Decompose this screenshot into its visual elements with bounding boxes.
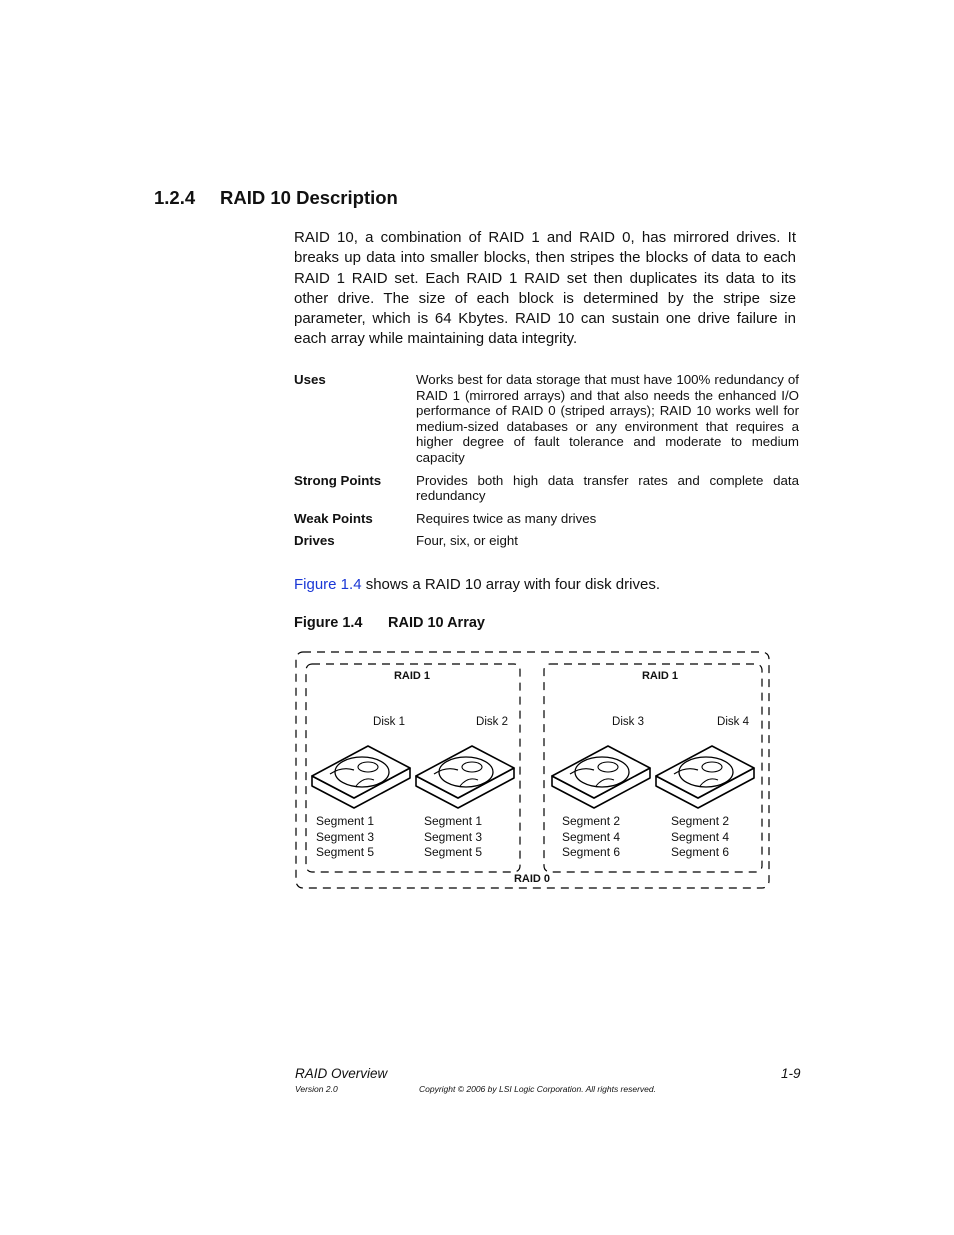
hard-disk-icon: [416, 746, 514, 808]
footer-page-number: 1-9: [781, 1066, 801, 1081]
figure-caption: [294, 615, 485, 631]
figure-link[interactable]: Figure 1.4: [294, 576, 362, 593]
definition-text: Requires twice as many drives: [416, 510, 597, 526]
raid0-label: RAID 0: [513, 873, 551, 885]
hard-disk-icon: [312, 746, 410, 808]
definition-list: [294, 372, 799, 556]
footer-version: Version 2.0: [295, 1084, 338, 1094]
figure-number: Figure 1.4: [294, 615, 363, 631]
segment-label: Segment 1: [424, 814, 483, 828]
segment-label: Segment 3: [316, 830, 375, 844]
figure-reference-sentence: [294, 576, 660, 593]
segment-label: Segment 5: [424, 845, 483, 859]
section-number: 1.2.4: [154, 187, 196, 208]
figure-title: RAID 10 Array: [388, 615, 485, 631]
segment-label: Segment 2: [562, 814, 621, 828]
figure-reference-text: shows a RAID 10 array with four disk drives.: [361, 576, 660, 593]
segment-label: Segment 6: [562, 845, 621, 859]
hard-disk-icon: [552, 746, 650, 808]
definition-row-drives: [294, 533, 799, 549]
segment-label: Segment 3: [424, 830, 483, 844]
hard-disk-icon: [656, 746, 754, 808]
segment-label: Segment 5: [316, 845, 375, 859]
definition-text: Four, six, or eight: [416, 533, 518, 549]
definition-term: Strong Points: [294, 472, 382, 488]
definition-term: Uses: [294, 372, 326, 387]
disk-label: Disk 2: [476, 716, 508, 728]
definition-row-uses: [294, 372, 799, 466]
definition-text: Provides both high data transfer rates and complete data redundancy: [416, 472, 799, 504]
disk-label: Disk 3: [612, 716, 644, 728]
segment-label: Segment 2: [671, 814, 730, 828]
segment-label: Segment 1: [316, 814, 375, 828]
raid10-diagram: [290, 646, 774, 894]
raid1-label: RAID 1: [641, 670, 679, 682]
segment-label: Segment 4: [671, 830, 730, 844]
disk-label: Disk 4: [717, 716, 749, 728]
section-title: RAID 10 Description: [220, 187, 398, 208]
definition-term: Weak Points: [294, 510, 373, 526]
segment-label: Segment 4: [562, 830, 621, 844]
definition-term: Drives: [294, 533, 335, 549]
section-heading: [154, 187, 398, 209]
footer-copyright: Copyright © 2006 by LSI Logic Corporation. All rights reserved.: [419, 1084, 656, 1094]
intro-paragraph: RAID 10, a combination of RAID 1 and RAID 0, has mirrored drives. It breaks up data into smaller blocks, then stripes the blocks of data to each RAID 1 RAID set. Each RAID 1 RAID set then duplicates its data to its other drive. The size of each block is determined by the stripe size parameter, which is 64 Kbytes. RAID 10 can sustain one drive failure in each array while maintaining data integrity.: [294, 229, 796, 348]
raid1-label: RAID 1: [393, 670, 431, 682]
segment-label: Segment 6: [671, 845, 730, 859]
definition-row-weak-points: [294, 511, 799, 527]
definition-text: Works best for data storage that must have 100% redundancy of RAID 1 (mirrored arrays) and that also needs the enhanced I/O performance of RAID 0 (striped arrays); RAID 10 works well for medium-sized databases or any environment that requires a higher degree of fault tolerance and moderate to medium capacity: [416, 372, 799, 465]
disk-label: Disk 1: [373, 716, 405, 728]
definition-row-strong-points: [294, 473, 799, 504]
footer-chapter-title: RAID Overview: [295, 1066, 388, 1081]
